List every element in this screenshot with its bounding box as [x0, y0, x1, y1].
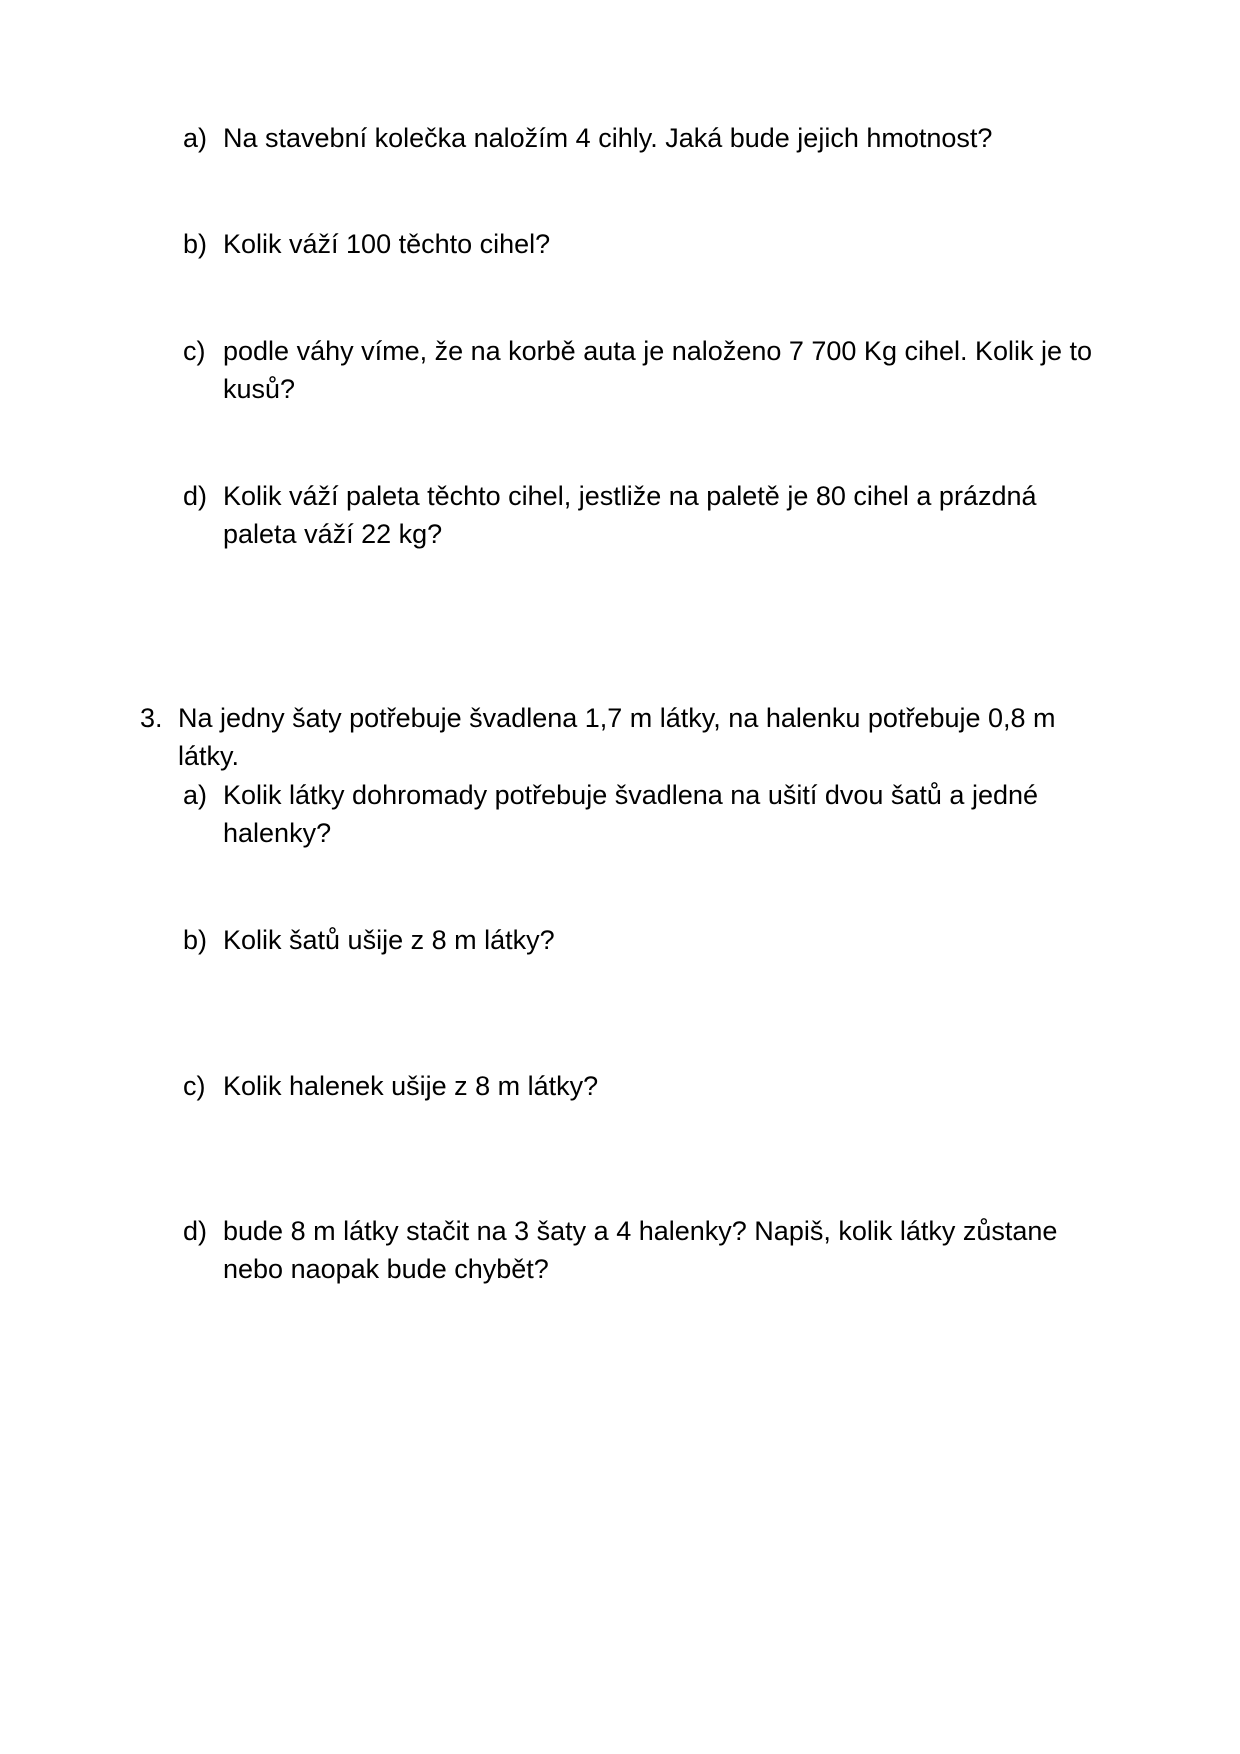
item-text: bude 8 m látky stačit na 3 šaty a 4 halenky? Napiš, kolik látky zůstane: [223, 1216, 1058, 1246]
problem-number: 3.: [140, 703, 163, 733]
item-text: Na stavební kolečka naložím 4 cihly. Jaká bude jejich hmotnost?: [223, 123, 993, 153]
item-text: Kolik váží 100 těchto cihel?: [223, 229, 551, 259]
item-marker: c): [183, 1071, 206, 1101]
item-text-continuation: halenky?: [223, 818, 332, 848]
item-text-continuation: paleta váží 22 kg?: [223, 519, 443, 549]
item-text: Kolik váží paleta těchto cihel, jestliže na paletě je 80 cihel a prázdná: [223, 481, 1037, 511]
problem-text-continuation: látky.: [178, 741, 240, 771]
item-marker: d): [183, 1216, 208, 1246]
item-marker: d): [183, 481, 208, 511]
problem-text: Na jedny šaty potřebuje švadlena 1,7 m látky, na halenku potřebuje 0,8 m: [178, 703, 1056, 733]
item-text-continuation: nebo naopak bude chybět?: [223, 1254, 549, 1284]
item-marker: c): [183, 336, 206, 366]
item-text: Kolik látky dohromady potřebuje švadlena na ušití dvou šatů a jedné: [223, 780, 1039, 810]
item-text: podle váhy víme, že na korbě auta je naloženo 7 700 Kg cihel. Kolik je to: [223, 336, 1093, 366]
item-text: Kolik šatů ušije z 8 m látky?: [223, 925, 555, 955]
item-marker: b): [183, 229, 208, 259]
item-text: Kolik halenek ušije z 8 m látky?: [223, 1071, 599, 1101]
item-marker: b): [183, 925, 208, 955]
item-text-continuation: kusů?: [223, 374, 296, 404]
item-marker: a): [183, 123, 208, 153]
item-marker: a): [183, 780, 208, 810]
